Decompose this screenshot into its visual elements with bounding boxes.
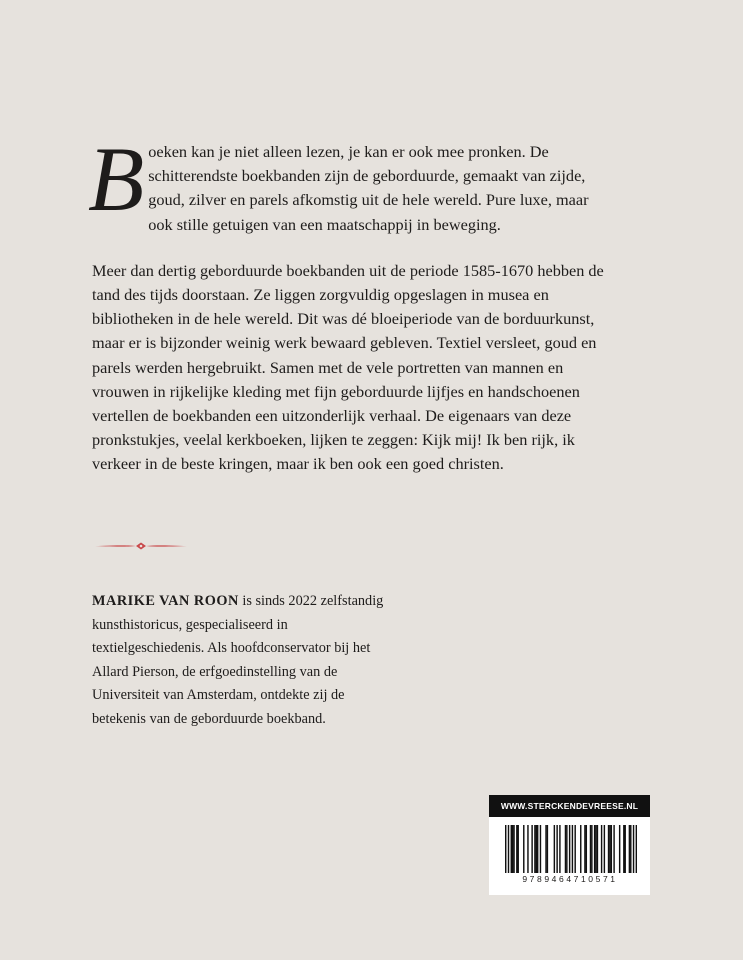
barcode-bar xyxy=(591,825,592,873)
barcode-bar xyxy=(518,825,519,873)
publisher-url: WWW.STERCKENDEVREESE.NL xyxy=(489,795,650,817)
barcode-bar xyxy=(619,825,620,873)
barcode-bar xyxy=(565,825,566,873)
isbn-barcode xyxy=(489,795,650,895)
isbn-digits: 9789464710571 xyxy=(522,874,618,884)
barcode-bar xyxy=(609,825,610,873)
barcode-bar xyxy=(523,825,524,873)
barcode-bar xyxy=(584,825,585,873)
author-name: MARIKE VAN ROON xyxy=(92,593,239,609)
barcode-bar xyxy=(633,825,634,873)
barcode-bar xyxy=(636,825,637,873)
barcode-bar xyxy=(559,825,560,873)
barcode-bar xyxy=(630,825,631,873)
barcode-bar xyxy=(536,825,537,873)
barcode-bar xyxy=(505,825,506,873)
barcode-bar xyxy=(513,825,514,873)
barcode-bar xyxy=(566,825,567,873)
barcode-bar xyxy=(594,825,595,873)
barcode-bar xyxy=(516,825,517,873)
barcode-bar xyxy=(624,825,625,873)
drop-cap: B xyxy=(88,128,145,230)
blurb-paragraph-1-first-line: oeken kan je niet alleen lezen, je kan er ook mee pronken. xyxy=(148,142,526,161)
barcode-bar xyxy=(629,825,630,873)
author-bio xyxy=(92,590,392,732)
back-cover-blurb xyxy=(88,128,612,499)
barcode-bar xyxy=(540,825,541,873)
barcode-bar xyxy=(601,825,602,873)
barcode-bar xyxy=(613,825,614,873)
barcode-bar xyxy=(537,825,538,873)
barcode-bar xyxy=(534,825,535,873)
barcode-bar xyxy=(511,825,512,873)
barcode-bar xyxy=(527,825,528,873)
barcode-bar xyxy=(512,825,513,873)
barcode-bar xyxy=(545,825,546,873)
barcode-bar xyxy=(611,825,612,873)
blurb-paragraph-1 xyxy=(88,128,612,237)
barcode-bar xyxy=(556,825,557,873)
barcode-bar xyxy=(590,825,591,873)
barcode-bar xyxy=(586,825,587,873)
blurb-paragraph-1-rest: De schitterendste boekbanden zijn de geborduurde, gemaakt van zijde, goud, zilver en parels afkomstig uit de hele wereld. Pure luxe, maar ook stille getuigen van een maatschappij in beweging. xyxy=(148,142,589,234)
barcode-bars xyxy=(505,825,637,873)
barcode-bar xyxy=(547,825,548,873)
barcode-bar xyxy=(597,825,598,873)
author-bio-text: is sinds 2022 zelfstandig kunsthistoricus, gespecialiseerd in textielgeschiedenis. Als hoofdconservator bij het Allard Pierson, de erfgoedinstelling van de Universiteit van Amsterdam, ontdekte zij de betekenis van de geborduurde boekband. xyxy=(92,593,384,727)
barcode-bar xyxy=(574,825,575,873)
barcode-bar xyxy=(608,825,609,873)
barcode-bar xyxy=(623,825,624,873)
barcode-bar xyxy=(554,825,555,873)
barcode-bar xyxy=(604,825,605,873)
barcode-bar xyxy=(569,825,570,873)
barcode-bar xyxy=(572,825,573,873)
blurb-paragraph-2: Meer dan dertig geborduurde boekbanden uit de periode 1585-1670 hebben de tand des tijds doorstaan. Ze liggen zorgvuldig opgeslagen in musea en bibliotheken in de hele wereld. Dit was dé bloeiperiode van de borduurkunst, maar er is bijzonder weinig werk bewaard gebleven. Textiel versleet, goud en parels werden hergebruikt. Samen met de vele portretten van mannen en vrouwen in rijkelijke kleding met fijn geborduurde lijfjes en handschoenen vertellen de boekbanden een uitzonderlijk verhaal. De eigenaars van deze pronkstukjes, veelal kerkboeken, lijken te zeggen: Kijk mij! Ik ben rijk, ik verkeer in de beste kringen, maar ik ben ook een goed christen. xyxy=(92,260,604,474)
barcode-bar xyxy=(580,825,581,873)
decorative-divider xyxy=(92,540,190,552)
barcode-bar xyxy=(531,825,532,873)
barcode-bar xyxy=(595,825,596,873)
barcode-bar xyxy=(508,825,509,873)
